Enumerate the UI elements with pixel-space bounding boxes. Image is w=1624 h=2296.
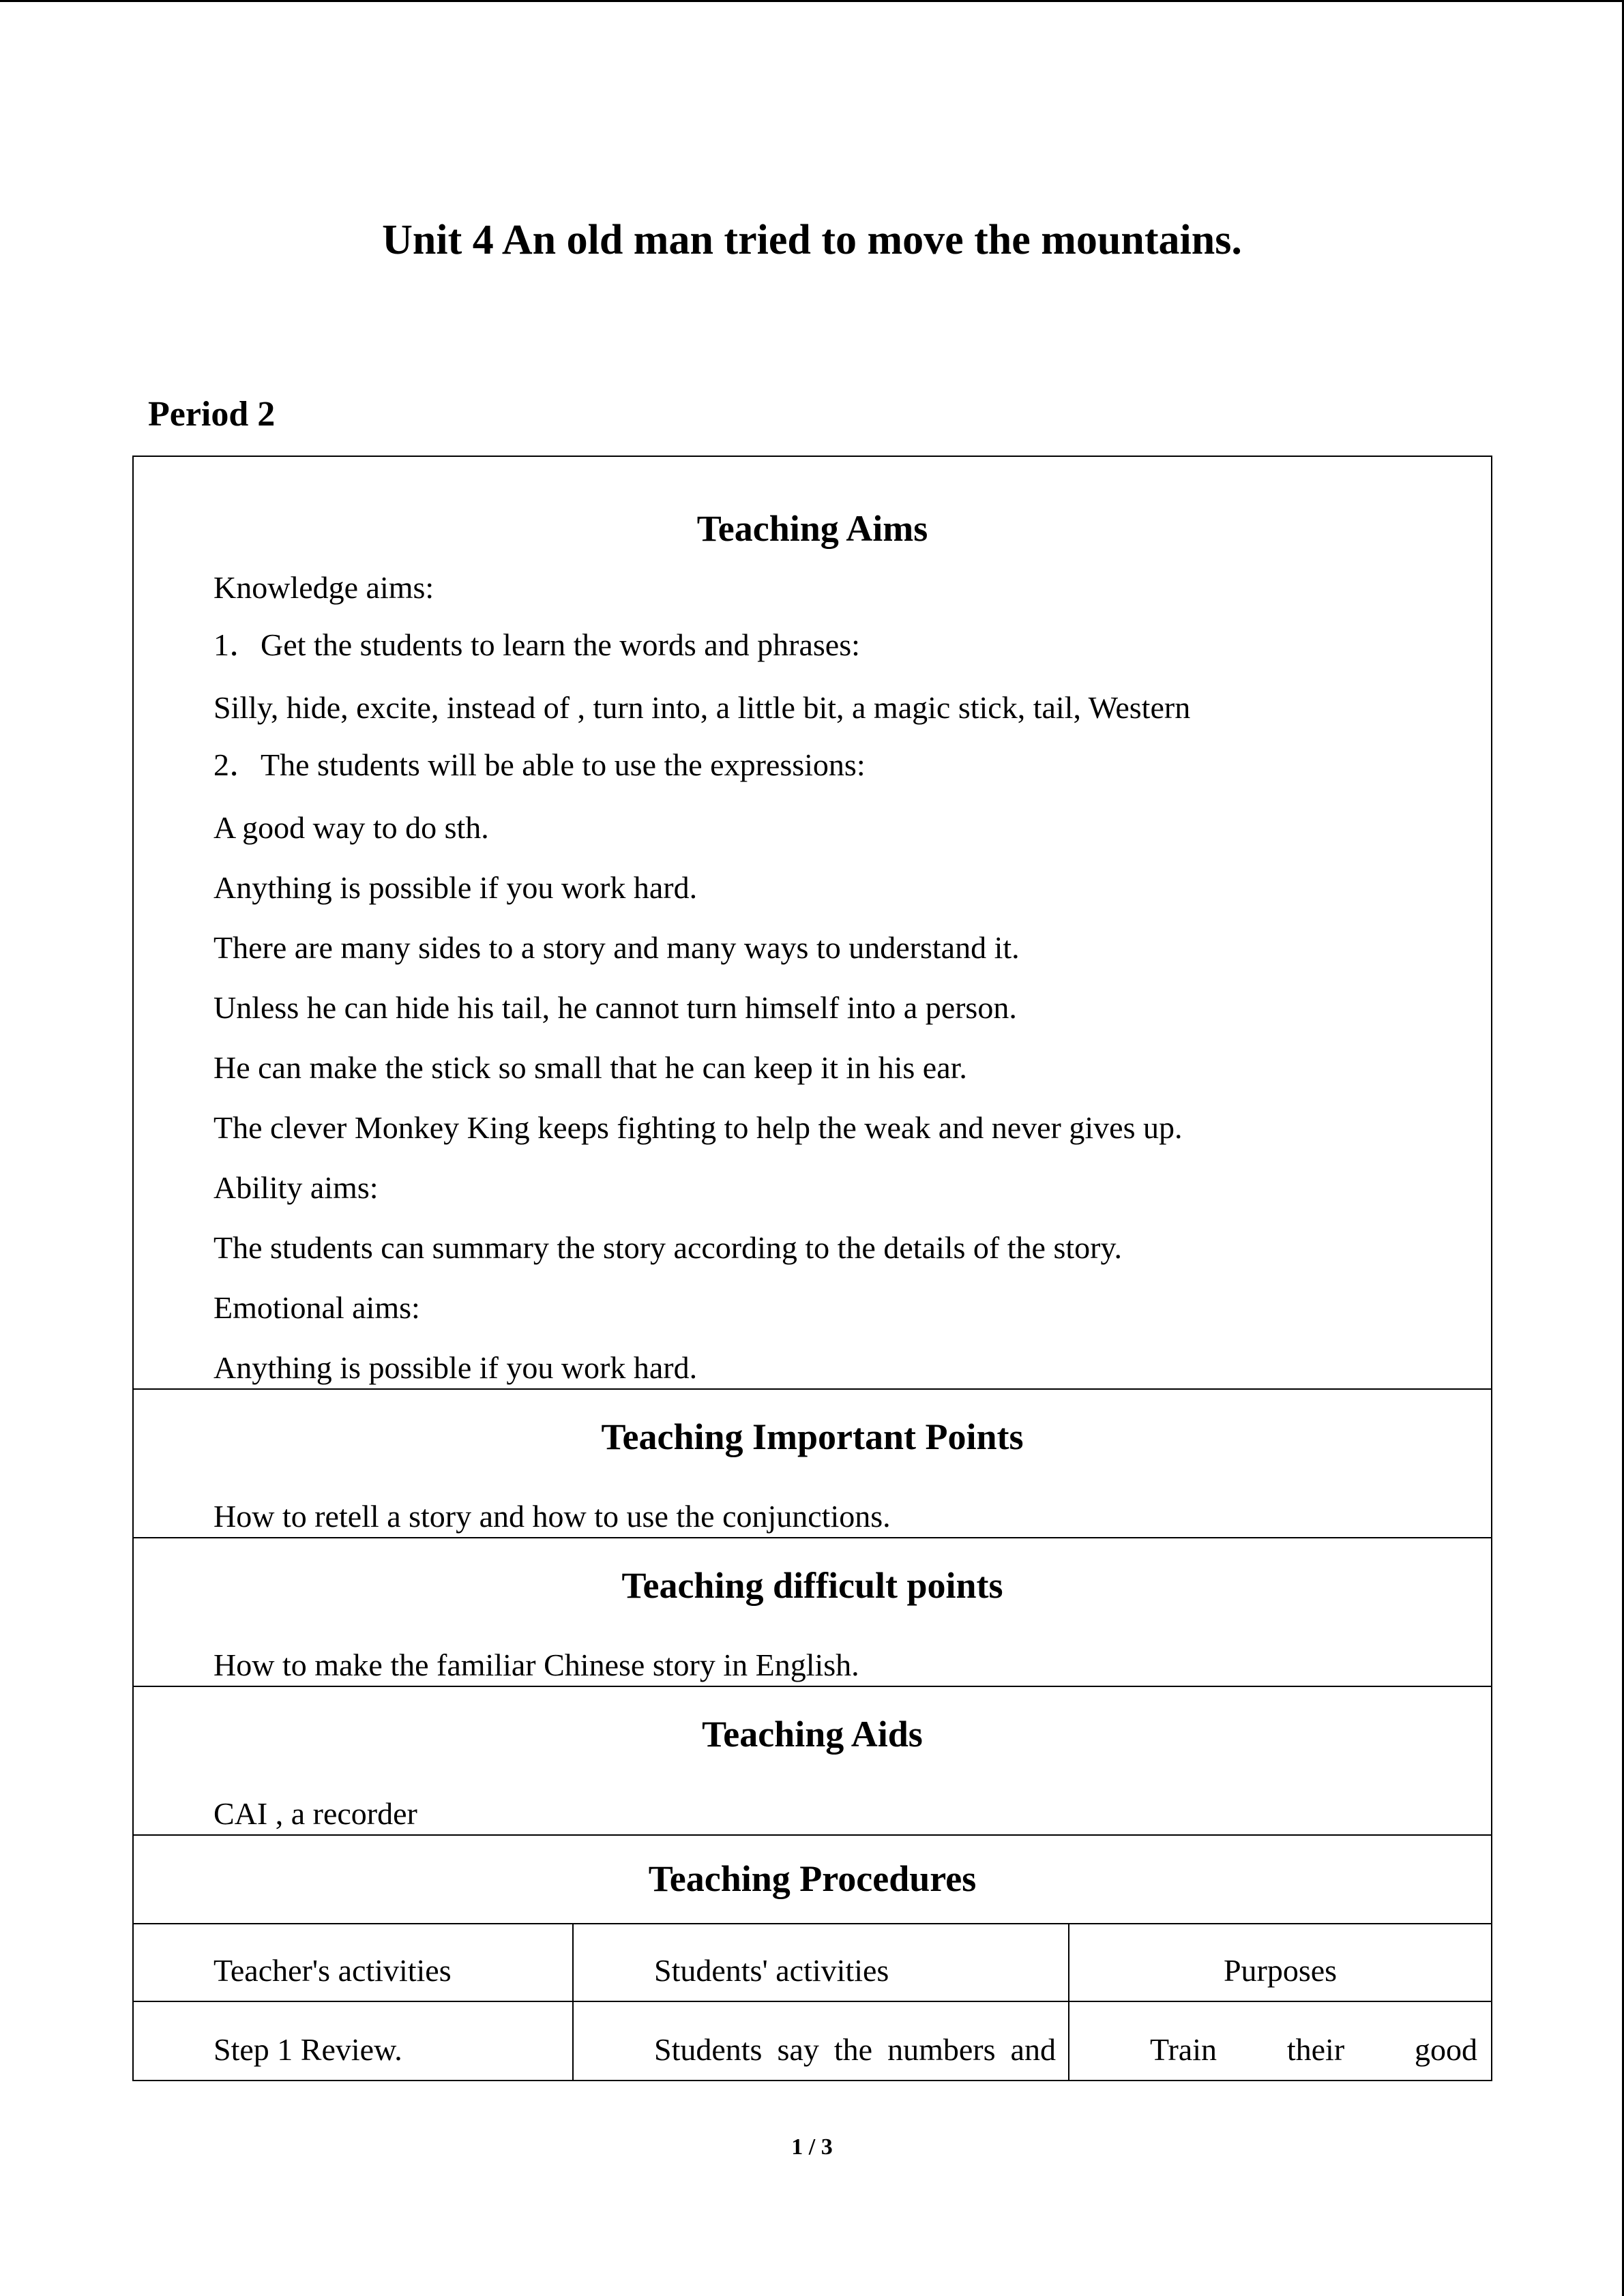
word: the bbox=[833, 2032, 873, 2067]
teaching-procedures-section bbox=[134, 1836, 1491, 1924]
aims-line: Anything is possible if you work hard. bbox=[213, 1350, 698, 1385]
aims-line: Unless he can hide his tail, he cannot turn himself into a person. bbox=[213, 990, 1017, 1025]
difficult-points-text: How to make the familiar Chinese story in English. bbox=[213, 1648, 859, 1682]
aims-line: Anything is possible if you work hard. bbox=[213, 870, 698, 905]
word: Train bbox=[1150, 2032, 1217, 2067]
important-points-heading: Teaching Important Points bbox=[601, 1416, 1024, 1457]
teaching-aids-heading: Teaching Aids bbox=[702, 1714, 923, 1755]
teaching-aims-section bbox=[134, 457, 1491, 1390]
aims-line: The clever Monkey King keeps fighting to help the weak and never gives up. bbox=[213, 1110, 1183, 1145]
important-points-section bbox=[134, 1390, 1491, 1538]
aims-line: He can make the stick so small that he can keep it in his ear. bbox=[213, 1050, 967, 1085]
aims-line: Emotional aims: bbox=[213, 1290, 420, 1325]
aims-line: Knowledge aims: bbox=[213, 570, 434, 605]
difficult-points-section bbox=[134, 1538, 1491, 1687]
word: numbers bbox=[887, 2032, 996, 2067]
procedures-header-row bbox=[134, 1924, 1491, 2002]
page-number: 1 / 3 bbox=[791, 2134, 833, 2160]
aims-line: Silly, hide, excite, instead of , turn into, a little bit, a magic stick, tail, Western bbox=[213, 690, 1191, 725]
table-row bbox=[134, 2002, 1491, 2080]
aims-line: 2．The students will be able to use the expressions: bbox=[213, 747, 866, 782]
lesson-plan-table bbox=[132, 456, 1492, 2081]
word: Students bbox=[654, 2032, 763, 2067]
document-title: Unit 4 An old man tried to move the mountains. bbox=[382, 217, 1242, 263]
purposes-cell bbox=[1069, 2002, 1491, 2080]
column-header-purposes: Purposes bbox=[1223, 1953, 1338, 1988]
aims-line: A good way to do sth. bbox=[213, 810, 489, 845]
word: say bbox=[777, 2032, 819, 2067]
teaching-aids-section bbox=[134, 1687, 1491, 1836]
students-activity-cell bbox=[574, 2002, 1069, 2080]
aims-line: The students can summary the story according to the details of the story. bbox=[213, 1230, 1122, 1265]
word: their bbox=[1286, 2032, 1345, 2067]
period-label: Period 2 bbox=[148, 395, 276, 434]
difficult-points-heading: Teaching difficult points bbox=[621, 1565, 1003, 1606]
aims-line: There are many sides to a story and many ways to understand it. bbox=[213, 930, 1020, 965]
teaching-procedures-heading: Teaching Procedures bbox=[648, 1858, 977, 1899]
word: and bbox=[1010, 2032, 1056, 2067]
important-points-text: How to retell a story and how to use the conjunctions. bbox=[213, 1499, 891, 1534]
teaching-aids-text: CAI , a recorder bbox=[213, 1796, 417, 1831]
aims-line: 1．Get the students to learn the words and phrases: bbox=[213, 627, 860, 662]
column-header-teacher: Teacher's activities bbox=[134, 1924, 574, 2001]
column-header-students: Students' activities bbox=[574, 1924, 1069, 2001]
word: good bbox=[1414, 2032, 1477, 2067]
teacher-activity-cell: Step 1 Review. bbox=[134, 2002, 574, 2080]
aims-line: Ability aims: bbox=[213, 1170, 379, 1205]
page-top-border bbox=[0, 0, 1624, 2]
teaching-aims-heading: Teaching Aims bbox=[696, 508, 928, 549]
